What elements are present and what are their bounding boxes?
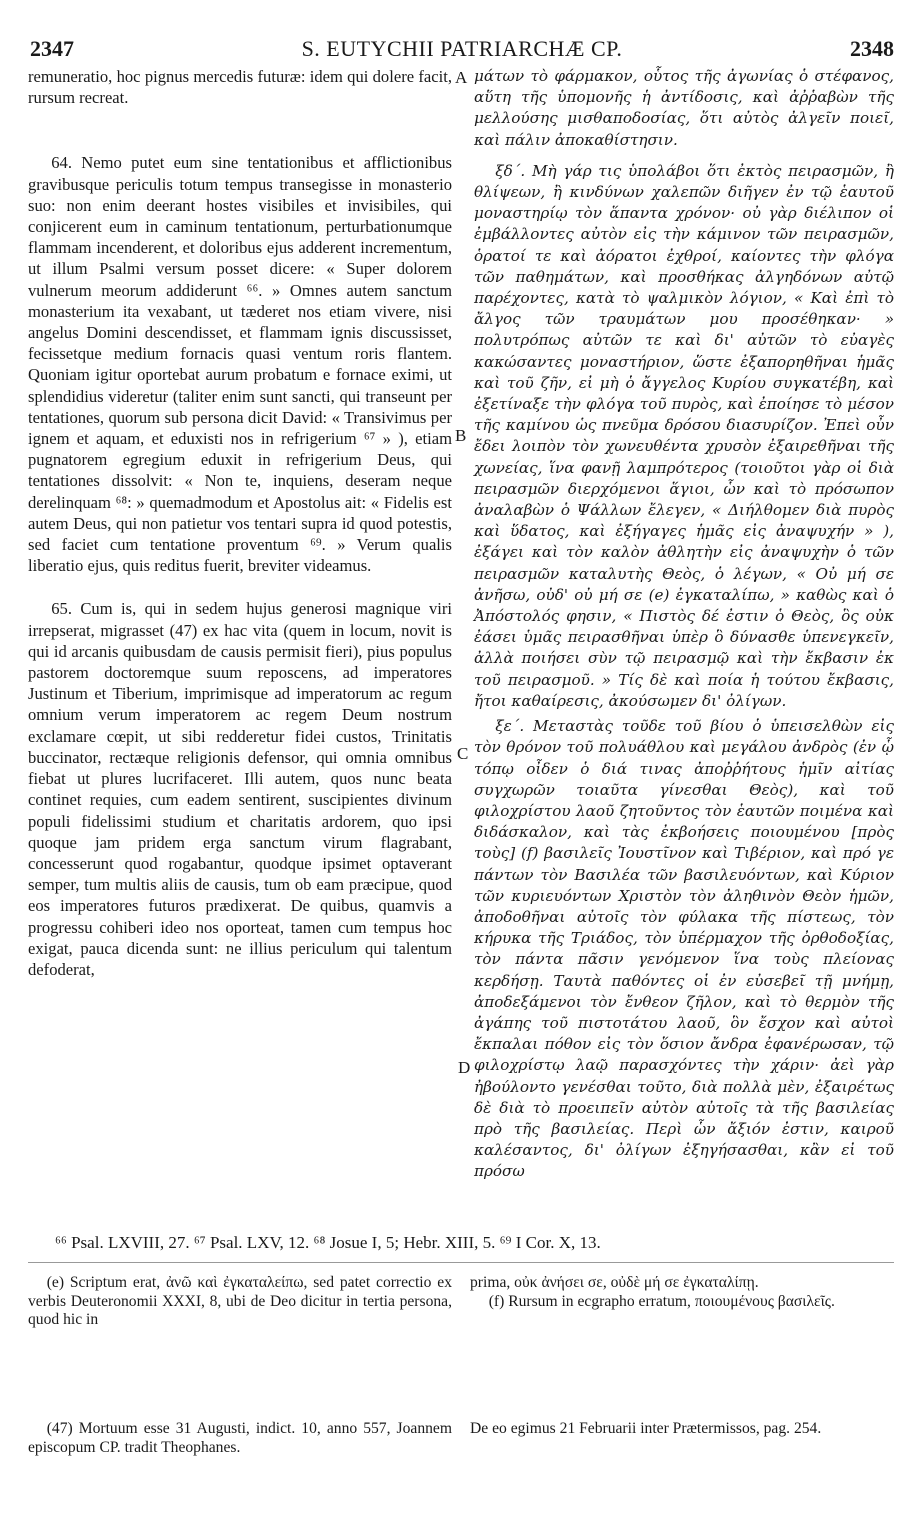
footnote-f-text: (f) Rursum in ecgrapho erratum, ποιουμένους βασιλεῖς. — [488, 1292, 835, 1310]
margin-letter-d: D — [458, 1058, 471, 1077]
scripture-references: ⁶⁶ Psal. LXVIII, 27. ⁶⁷ Psal. LXV, 12. ⁶⁸ Josue I, 5; Hebr. XIII, 5. ⁶⁹ I Cor. X, 13. — [55, 1233, 601, 1252]
footnote-47-text: (47) Mortuum esse 31 Augusti, indict. 10, anno 557, Joannem episcopum CP. tradit Theophanes. — [28, 1420, 452, 1456]
footnote-divider — [28, 1262, 894, 1263]
page-number-right: 2348 — [850, 36, 894, 61]
footnote-47-left — [28, 1420, 452, 1457]
latin-column — [28, 66, 452, 980]
footnote-e-text: (e) Scriptum erat, ἀνῶ καὶ ἐγκαταλείπω, sed patet correctio ex verbis Deuteronomii XXXI, 8, ubi de Deo dicitur in tertia persona, quod hic in — [28, 1274, 452, 1328]
greek-paragraph-continuation: μάτων τὸ φάρμακον, οὗτος τῆς ἀγωνίας ὁ στέφανος, αὕτη τῆς ὑπομονῆς ἡ ἀντίδοσις, καὶ ἀῤῥαβὼν τῆς μελλούσης μισθαποδοσίας, ὅτι αὐτὸς ἀλγεῖν ποιεῖ, καὶ πάλιν ἀποκαθίστησιν. — [474, 67, 894, 149]
greek-paragraph-64: ξδ΄. Μὴ γάρ τις ὑπολάβοι ὅτι ἐκτὸς πειρασμῶν, ἢ θλίψεων, ἢ κινδύνων χαλεπῶν διῆγεν ἐν τῷ ἑαυτοῦ μοναστηρίῳ τὸν ἅπαντα χρόνον· οὐ γὰρ διέλιπον οἱ ἐμβάλλοντες αὐτὸν εἰς τὴν κάμινον τῶν πειρασμῶν, ὁρατοί τε καὶ ἀόρατοι ἐχθροί, καίοντες τὴν φλόγα τῶν παθημάτων, καὶ προσθήκας ἀλγηδόνων αὐτῷ παρέχοντες, κατὰ τὸ ψαλμικὸν λόγιον, « Καὶ ἐπὶ τὸ ἄλγος τῶν τραυμάτων μου προσέθηκαν· » πολυτρόπως αὐτῶν τε καὶ δι' αὐτῶν τὸ εὐαγὲς κακώσαντες μοναστήριον, ὥστε ἐξαπορηθῆναι ἡμᾶς καὶ τοῦ ζῆν, εἰ μὴ ὁ ἄγγελος Κυρίου συγκατέβη, καὶ ἐξετίναξε τὴν φλόγα τοῦ πυρὸς, καὶ ἐποίησε τὸ μέσον τῆς καμίνου ὡς πνεῦμα δρόσου διασυρίζον. Ἐπεὶ οὖν ἔδει λοιπὸν τὸν χωνευθέντα χρυσὸν ἐξαιρεθῆναι τῆς χωνείας, ἵνα φανῇ λαμπρότερος (τοιοῦτοι γὰρ οἱ διὰ πειρασμῶν διερχόμενοι ἅγιοι, ὧν καὶ τὸ πρόσωπον ἀναλαβὼν ὁ Ψάλλων ἔλεγεν, « Διήλθομεν διὰ πυρὸς καὶ ὕδατος, καὶ ἐξήγαγες ἡμᾶς εἰς ἀναψυχήν » ), ἐξάγει καὶ τὸν καλὸν ἀθλητὴν εἰς ἀναψυχὴν ὁ τῶν πειρασμῶν καταλυτὴς Θεὸς, ὁ λέγων, « Οὐ μή σε ἀνῆσω, οὐδ' οὐ μή σε (e) ἐγκαταλίπω, » καθὼς καὶ ὁ Ἀπόστολός φησιν, « Πιστὸς δέ ἐστιν ὁ Θεὸς, ὃς οὐκ ἐάσει ὑμᾶς πειρασθῆναι ὑπὲρ ὃ δύνασθε ὑπενεγκεῖν, ἀλλὰ ποιήσει σὺν τῷ πειρασμῷ καὶ τὴν ἔκβασιν ἐκ τοῦ πειρασμοῦ. » Τίς δὲ καὶ ποία ἡ τούτου ἔκβασις, ἤτοι καθαίρεσις, ἀκούσωμεν δι' ὀλίγων. — [474, 161, 894, 710]
footnote-47-continuation: De eo egimus 21 Februarii inter Prætermissos, pag. 254. — [470, 1420, 822, 1437]
latin-paragraph-65: 65. Cum is, qui in sedem hujus generosi magnique viri irrepserat, migrasset (47) ex hac vita (quem in locum, novit is qui id arcanis quibusdam de causis permisit fieri), pius populus pastorem doctoremque suum reposcens, ad imperatores Justinum et Tiberium, imprimisque ad imperatorum ac regum omnium verum imperatorem ac regem Deum nostrum exclamare cœpit, ut sibi redderetur fidei custos, Trinitatis buccinator, rectæque religionis defensor, qui omnia omnibus fiebat ut plures lucrifaceret. Illi autem, quos nunc beata continet requies, cum eadem sentirent, suscipientes divinum populi fidelissimi studium et charitatis ardorem, quo ipsi quoque jam pridem erga sanctum virum flagrabant, concesserunt quod rogabantur, quodque ipsimet optaverant semper, tum multis aliis de causis, tum ob eam præcipue, quod eos imperatores futuros prædixerat. De quibus, quamvis a progressu cohiberi ideo nos oporteat, tamen cum tempus hoc exigat, pauca dicenda sunt: ne illius periculum qui talentum defoderat, — [28, 599, 452, 979]
latin-paragraph-continuation: remuneratio, hoc pignus mercedis futuræ: idem qui dolere facit, rursum recreat. — [28, 67, 452, 108]
footnote-47-right — [470, 1420, 894, 1439]
page-header — [30, 34, 894, 64]
margin-letter-b: B — [455, 426, 467, 445]
greek-column — [474, 66, 894, 1183]
margin-letter-c: C — [457, 744, 469, 763]
latin-paragraph-64: 64. Nemo putet eum sine tentationibus et afflictionibus gravibusque periculis totum tempus transegisse in monasterio suo: non enim deerant hostes visibiles et invisibiles, qui conjicerent eum in caminum tentationum, perturbationumque flammam incenderent, et doloribus ejus adderent incrementum, ut illum Psalmi versum posset dicere: « Super dolorem vulnerum meorum addiderunt ⁶⁶. » Omnes autem sanctum monasterium ita vexabant, ut tæderet nos etiam vivere, nisi angelus Domini descendisset, et flammam ignis discussisset, fecissetque medium fornacis quasi ventum roris flantem. Quoniam igitur oportebat aurum probatum e fornace eximi, ut splendidius videretur (taliter enim sunt sancti, qui transeunt per tentationes, quorum sub persona dicit David: « Transivimus per ignem et aquam, et eduxisti nos in refrigerium ⁶⁷ » ), etiam pugnatorem egregium eduxit in refrigerium Deus, qui tentationes dissolvit: « Non te, inquiens, deseram neque derelinquam ⁶⁸: » quemadmodum et Apostolus ait: « Fidelis est autem Deus, qui non patietur vos tentari supra id quod potestis, sed faciet cum tentatione proventum ⁶⁹. » Verum qualis liberatio ejus, quis reditus fuerit, breviter videamus. — [28, 153, 452, 576]
running-title: S. EUTYCHII PATRIARCHÆ CP. — [301, 36, 623, 61]
footnote-right-group — [470, 1274, 894, 1311]
page-number-left: 2347 — [30, 36, 74, 61]
margin-letter-a: A — [455, 68, 468, 87]
footnote-e-left — [28, 1274, 452, 1330]
greek-paragraph-65: ξε΄. Μεταστὰς τοῦδε τοῦ βίου ὁ ὑπεισελθὼν εἰς τὸν θρόνον τοῦ πολυάθλου καὶ μεγάλου ἀνδρὸς (ἐν ᾧ τόπῳ οἶδεν ὁ διά τινας ἀποῤῥήτους ἡμῖν αἰτίας συγχωρῶν τοιαῦτα γίνεσθαι Θεὸς), καὶ τοῦ φιλοχρίστου λαοῦ ζητοῦντος τὸν ἑαυτῶν ποιμένα καὶ διδάσκαλον, καὶ τὰς ἐκβοήσεις ποιουμένου [πρὸς τοὺς] (f) βασιλεῖς Ἰουστῖνον καὶ Τιβέριον, καὶ πρό γε πάντων τὸν Βασιλέα τῶν βασιλευόντων, καὶ Κύριον τῶν κυριευόντων Χριστὸν τὸν ἀληθινὸν Θεὸν ἡμῶν, ἀποδοθῆναι αὐτοῖς τὸν φύλακα τῆς πίστεως, τὸν κήρυκα τῆς Τριάδος, τὸν ὑπέρμαχον τῆς ὀρθοδοξίας, τὸν πάντα πᾶσιν γενόμενον ἵνα τοὺς πλείονας κερδήσῃ. Ταυτὰ παθόντες οἱ ἐν εὐσεβεῖ τῇ μνήμῃ, ἀποδεξάμενοι τὸν ἔνθεον ζῆλον, καὶ τὸ θερμὸν τῆς ἀγάπης τοῦ πιστοτάτου λαοῦ, ὃν ἔσχον καὶ αὐτοὶ ἔκπαλαι πόθον εἰς τὸν ὅσιον ἄνδρα ἐφανέρωσαν, τῷ φιλοχρίστῳ λαῷ παρασχόντες τὴν χάριν· ἀεὶ γὰρ ἠβούλοντο γενέσθαι τοῦτο, διὰ πολλὰ μὲν, ἐξαιρέτως δὲ διὰ τὸ προειπεῖν αὐτὸν αὐτοῖς τὰ τῆς βασιλείας πρὸ τῆς βασιλείας. Περὶ ὧν ἄξιόν ἐστιν, καιροῦ καλέσαντος, δι' ὀλίγων ἐξηγήσασθαι, κἂν εἰ τοῦ πρόσω — [474, 717, 894, 1181]
footnote-e-continuation: prima, οὐκ ἀνήσει σε, οὐδὲ μή σε ἐγκαταλίπῃ. — [470, 1274, 759, 1291]
